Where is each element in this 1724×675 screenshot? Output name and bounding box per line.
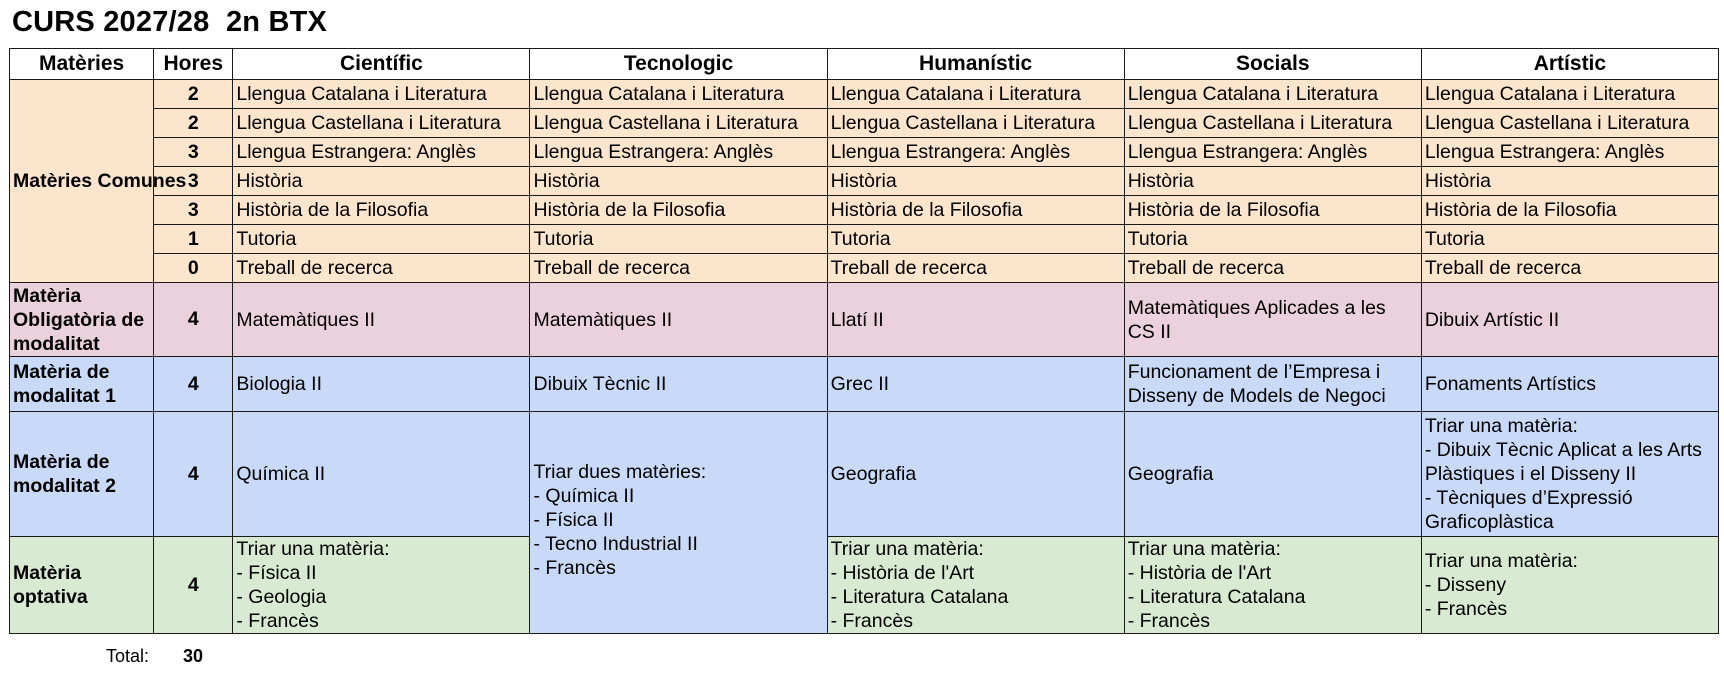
header-hores: Hores <box>154 49 233 80</box>
hours-cell: 2 <box>154 80 233 109</box>
subject-cell: Triar una matèria: - Història de l'Art - Literatura Catalana - Francès <box>1124 537 1421 634</box>
subject-cell: Llengua Estrangera: Anglès <box>1421 138 1718 167</box>
subject-cell: Biologia II <box>233 357 530 412</box>
category-obligatoria: Matèria Obligatòria de modalitat <box>10 283 154 357</box>
hours-cell: 3 <box>154 196 233 225</box>
table-row <box>10 225 1719 254</box>
category-optativa: Matèria optativa <box>10 537 154 634</box>
hours-cell: 0 <box>154 254 233 283</box>
subject-cell: Història de la Filosofia <box>1421 196 1718 225</box>
subject-cell: Llengua Estrangera: Anglès <box>530 138 827 167</box>
hours-cell: 4 <box>154 283 233 357</box>
subject-cell: Història <box>530 167 827 196</box>
subject-cell: Química II <box>233 412 530 537</box>
table-row <box>10 138 1719 167</box>
subject-cell: Matemàtiques II <box>233 283 530 357</box>
hours-cell: 4 <box>154 537 233 634</box>
subject-cell: Llengua Estrangera: Anglès <box>1124 138 1421 167</box>
header-row <box>10 49 1719 80</box>
subject-cell: Treball de recerca <box>1421 254 1718 283</box>
header-cientific: Científic <box>233 49 530 80</box>
total-label: Total: <box>106 646 150 666</box>
subject-cell: Llengua Estrangera: Anglès <box>233 138 530 167</box>
subject-cell: Tutoria <box>233 225 530 254</box>
subject-cell: Llengua Castellana i Literatura <box>530 109 827 138</box>
subject-cell: Geografia <box>1124 412 1421 537</box>
subject-cell: Llengua Catalana i Literatura <box>827 80 1124 109</box>
table-row <box>10 283 1719 357</box>
page-title: CURS 2027/28 2n BTX <box>12 6 328 38</box>
subject-cell: Història <box>827 167 1124 196</box>
subject-cell: Tutoria <box>530 225 827 254</box>
subject-cell: Tutoria <box>827 225 1124 254</box>
subject-cell: Història <box>233 167 530 196</box>
category-comunes: Matèries Comunes <box>10 80 154 283</box>
subject-cell: Història <box>1421 167 1718 196</box>
subject-cell: Treball de recerca <box>827 254 1124 283</box>
table-row <box>10 109 1719 138</box>
subject-cell: Història de la Filosofia <box>1124 196 1421 225</box>
subject-cell: Tutoria <box>1124 225 1421 254</box>
table-row <box>10 80 1719 109</box>
table-row <box>10 412 1719 537</box>
subject-cell: Dibuix Artístic II <box>1421 283 1718 357</box>
subject-cell: Funcionament de l’Empresa i Disseny de Models de Negoci <box>1124 357 1421 412</box>
subject-cell: Història de la Filosofia <box>233 196 530 225</box>
hours-cell: 3 <box>154 167 233 196</box>
total-value: 30 <box>183 646 204 666</box>
subject-cell: Llengua Catalana i Literatura <box>530 80 827 109</box>
header-materies: Matèries <box>10 49 154 80</box>
subject-cell: Triar una matèria: - Disseny - Francès <box>1421 537 1718 634</box>
subject-cell: Llengua Castellana i Literatura <box>1124 109 1421 138</box>
subject-cell: Grec II <box>827 357 1124 412</box>
subject-cell: Triar una matèria: - Història de l'Art - Literatura Catalana - Francès <box>827 537 1124 634</box>
hours-cell: 4 <box>154 412 233 537</box>
table-row <box>10 254 1719 283</box>
curriculum-table <box>9 48 1719 634</box>
subject-cell: Llengua Castellana i Literatura <box>1421 109 1718 138</box>
hours-cell: 2 <box>154 109 233 138</box>
hours-cell: 3 <box>154 138 233 167</box>
header-socials: Socials <box>1124 49 1421 80</box>
subject-cell-tecnologic-choice: Triar dues matèries: - Química II - Física II - Tecno Industrial II - Francès <box>530 412 827 634</box>
table-row <box>10 167 1719 196</box>
header-artistic: Artístic <box>1421 49 1718 80</box>
subject-cell: Treball de recerca <box>1124 254 1421 283</box>
subject-cell: Geografia <box>827 412 1124 537</box>
category-modalitat-2: Matèria de modalitat 2 <box>10 412 154 537</box>
hours-cell: 1 <box>154 225 233 254</box>
subject-cell: Triar una matèria: - Dibuix Tècnic Aplicat a les Arts Plàstiques i el Disseny II - Tècniques d’Expressió Graficoplàstica <box>1421 412 1718 537</box>
table-row <box>10 537 1719 634</box>
subject-cell: Llatí II <box>827 283 1124 357</box>
hours-cell: 4 <box>154 357 233 412</box>
header-tecnologic: Tecnologic <box>530 49 827 80</box>
subject-cell: Història <box>1124 167 1421 196</box>
subject-cell: Tutoria <box>1421 225 1718 254</box>
subject-cell: Llengua Catalana i Literatura <box>1421 80 1718 109</box>
header-humanistic: Humanístic <box>827 49 1124 80</box>
subject-cell: Matemàtiques Aplicades a les CS II <box>1124 283 1421 357</box>
subject-cell: Treball de recerca <box>233 254 530 283</box>
subject-cell: Matemàtiques II <box>530 283 827 357</box>
category-modalitat-1: Matèria de modalitat 1 <box>10 357 154 412</box>
subject-cell: Treball de recerca <box>530 254 827 283</box>
table-row <box>10 196 1719 225</box>
subject-cell: Triar una matèria: - Física II - Geologia - Francès <box>233 537 530 634</box>
subject-cell: Llengua Catalana i Literatura <box>233 80 530 109</box>
subject-cell: Llengua Castellana i Literatura <box>827 109 1124 138</box>
subject-cell: Dibuix Tècnic II <box>530 357 827 412</box>
subject-cell: Llengua Castellana i Literatura <box>233 109 530 138</box>
subject-cell: Història de la Filosofia <box>530 196 827 225</box>
subject-cell: Llengua Catalana i Literatura <box>1124 80 1421 109</box>
table-row <box>10 357 1719 412</box>
subject-cell: Història de la Filosofia <box>827 196 1124 225</box>
subject-cell: Fonaments Artístics <box>1421 357 1718 412</box>
subject-cell: Llengua Estrangera: Anglès <box>827 138 1124 167</box>
